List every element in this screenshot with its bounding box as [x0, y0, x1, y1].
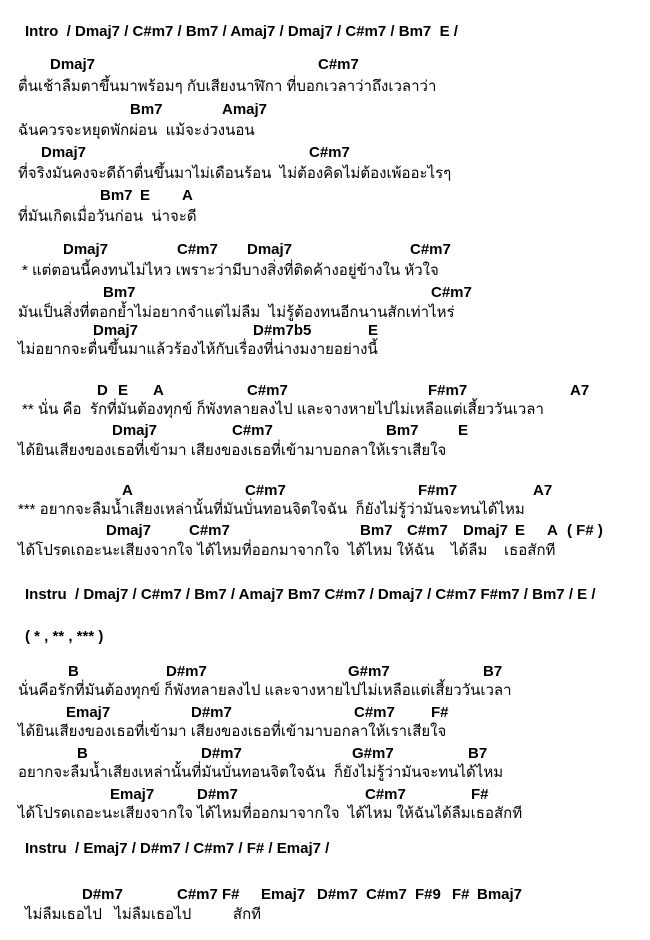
- chord: A: [153, 382, 164, 399]
- chord: Bmaj7: [477, 886, 523, 903]
- lyric-line: ** นั่น คือ รักที่มันต้องทุกข์ ก็พังทลายลงไป และจางหายไปไม่เหลือแต่เสี้ยววันเวลา: [22, 401, 544, 418]
- chord: Amaj7: [222, 101, 268, 118]
- lyric-line: ได้โปรดเถอะนะเสียงจากใจ ได้ไหมที่ออกมาจากใจ ได้ไหม ให้ฉัน ได้ลืม เธอสักที: [18, 542, 556, 559]
- chord: D#m7: [201, 745, 242, 762]
- chord: Dmaj7: [41, 144, 87, 161]
- chord: Emaj7: [261, 886, 306, 903]
- chord-line: [0, 381, 650, 401]
- section-label: Intro: [25, 23, 59, 40]
- chord: F#: [222, 886, 240, 903]
- chord: Dmaj7: [63, 241, 109, 258]
- chord: F#m7: [428, 382, 468, 399]
- chord-line: [0, 186, 650, 206]
- lyric-line: มันเป็นสิ่งที่ตอกย้ำไม่อยากจำแต่ไม่ลืม ไม่รู้ต้องทนอีกนานสักเท่าไหร่: [18, 304, 455, 321]
- chord-line: [0, 662, 650, 682]
- lyric-line: ไม่อยากจะตื่นขึ้นมาแล้วร้องไห้กับเรื่องที่น่างมงายอย่างนี้: [18, 341, 378, 358]
- chord: C#m7: [407, 522, 448, 539]
- chord-line: [0, 283, 650, 303]
- lyric-line: *** อยากจะลืมน้ำเสียงเหล่านั้นที่มันบั่นทอนจิตใจฉัน ก็ยังไม่รู้ว่ามันจะทนได้ไหม: [18, 501, 525, 518]
- chord-line: [0, 240, 650, 260]
- lyric-line: ได้ยินเสียงของเธอที่เข้ามา เสียงของเธอที่เข้ามาบอกลาให้เราเสียใจ: [18, 723, 447, 740]
- chord: E: [368, 322, 379, 339]
- lyric-line: ได้โปรดเถอะนะเสียงจากใจ ได้ไหมที่ออกมาจากใจ ได้ไหม ให้ฉันได้ลืมเธอสักที: [18, 805, 523, 822]
- chord: C#m7: [189, 522, 230, 539]
- chord-line: [0, 421, 650, 441]
- chord: Bm7: [130, 101, 163, 118]
- chord: B7: [483, 663, 503, 680]
- chord: D#m7: [191, 704, 232, 721]
- chord: A: [122, 482, 133, 499]
- lyric-line: ได้ยินเสียงของเธอที่เข้ามา เสียงของเธอที่เข้ามาบอกลาให้เราเสียใจ: [18, 442, 447, 459]
- section-heading: [25, 585, 596, 605]
- chord: F#: [431, 704, 449, 721]
- chord: C#m7: [309, 144, 350, 161]
- chord-line: [0, 100, 650, 120]
- chord: F#m7: [418, 482, 458, 499]
- chord: Dmaj7: [93, 322, 139, 339]
- lyric-line: อยากจะลืมน้ำเสียงเหล่านั้นที่มันบั่นทอนจิตใจฉัน ก็ยังไม่รู้ว่ามันจะทนได้ไหม: [18, 764, 504, 781]
- chord: C#m7: [354, 704, 395, 721]
- chord: E: [515, 522, 526, 539]
- chord: B7: [468, 745, 488, 762]
- chord-progression: / Dmaj7 / C#m7 / Bm7 / Amaj7 / Dmaj7 / C#m7 / Bm7 E /: [58, 23, 458, 40]
- lyric-line: ตื่นเช้าลืมตาขึ้นมาพร้อมๆ กับเสียงนาฬิกา ที่บอกเวลาว่าถึงเวลาว่า: [18, 78, 437, 95]
- chord: Bm7: [360, 522, 393, 539]
- chord-line: [0, 885, 650, 905]
- chord: E: [140, 187, 151, 204]
- chord: C#m7: [431, 284, 472, 301]
- chord: Dmaj7: [112, 422, 158, 439]
- chord: A7: [533, 482, 553, 499]
- chord: D#m7: [82, 886, 123, 903]
- chord: G#m7: [348, 663, 390, 680]
- chord: F#9: [415, 886, 441, 903]
- lyric-line: นั่นคือรักที่มันต้องทุกข์ ก็พังทลายลงไป และจางหายไปไม่เหลือแต่เสี้ยววันเวลา: [18, 682, 512, 699]
- chord: D#m7: [197, 786, 238, 803]
- chord: F#: [452, 886, 470, 903]
- chord: C#m7: [247, 382, 288, 399]
- chord: D#m7: [166, 663, 207, 680]
- lyric-line: * แต่ตอนนี้คงทนไม่ไหว เพราะว่ามีบางสิ่งที่ติดค้างอยู่ข้างใน หัวใจ: [22, 262, 439, 279]
- chord-line: [0, 55, 650, 75]
- chord-line: [0, 744, 650, 764]
- chord-progression: / Dmaj7 / C#m7 / Bm7 / Amaj7 Bm7 C#m7 / Dmaj7 / C#m7 F#m7 / Bm7 / E /: [66, 586, 596, 603]
- lyric-line: ฉันควรจะหยุดพักผ่อน แม้จะง่วงนอน: [18, 122, 255, 139]
- rehearsal-marks-note: ( * , ** , *** ): [25, 628, 104, 645]
- chord: C#m7: [318, 56, 359, 73]
- chord-progression: / Emaj7 / D#m7 / C#m7 / F# / Emaj7 /: [66, 840, 330, 857]
- lyric-line: ที่มันเกิดเมื่อวันก่อน น่าจะดี: [18, 208, 197, 225]
- chord: Dmaj7: [106, 522, 152, 539]
- section-heading: [25, 839, 329, 859]
- chord: A7: [570, 382, 590, 399]
- chord-line: [0, 785, 650, 805]
- chord: B: [77, 745, 88, 762]
- chord: D#m7: [317, 886, 358, 903]
- chord: C#m7: [366, 886, 407, 903]
- chord-line: [0, 143, 650, 163]
- chord: G#m7: [352, 745, 394, 762]
- chord: C#m7: [177, 241, 218, 258]
- chord: C#m7: [232, 422, 273, 439]
- chord: C#m7: [365, 786, 406, 803]
- chord: Bm7: [100, 187, 133, 204]
- chord: Dmaj7: [463, 522, 509, 539]
- chord: D: [97, 382, 108, 399]
- chord: Emaj7: [110, 786, 155, 803]
- chord-line: [0, 481, 650, 501]
- chord: B: [68, 663, 79, 680]
- chord: Bm7: [103, 284, 136, 301]
- chord-line: [0, 521, 650, 541]
- chord: A: [182, 187, 193, 204]
- chord: C#m7: [410, 241, 451, 258]
- section-label: Instru: [25, 840, 67, 857]
- chord: C#m7: [177, 886, 218, 903]
- chord: Emaj7: [66, 704, 111, 721]
- section-label: Instru: [25, 586, 67, 603]
- chord-line: [0, 703, 650, 723]
- chord: ( F# ): [567, 522, 603, 539]
- chord: E: [118, 382, 129, 399]
- chord: E: [458, 422, 469, 439]
- chord: Dmaj7: [247, 241, 293, 258]
- chord: A: [547, 522, 558, 539]
- chord: Bm7: [386, 422, 419, 439]
- lyric-line: ที่จริงมันคงจะดีถ้าตื่นขึ้นมาไม่เดือนร้อน ไม่ต้องคิดไม่ต้องเพ้ออะไรๆ: [18, 165, 452, 182]
- chord-line: [0, 321, 650, 341]
- chord: D#m7b5: [253, 322, 312, 339]
- chord: Dmaj7: [50, 56, 96, 73]
- chord: C#m7: [245, 482, 286, 499]
- lyric-line: ไม่ลืมเธอไป ไม่ลืมเธอไป สักที: [25, 906, 262, 923]
- section-heading: [25, 22, 458, 42]
- chord: F#: [471, 786, 489, 803]
